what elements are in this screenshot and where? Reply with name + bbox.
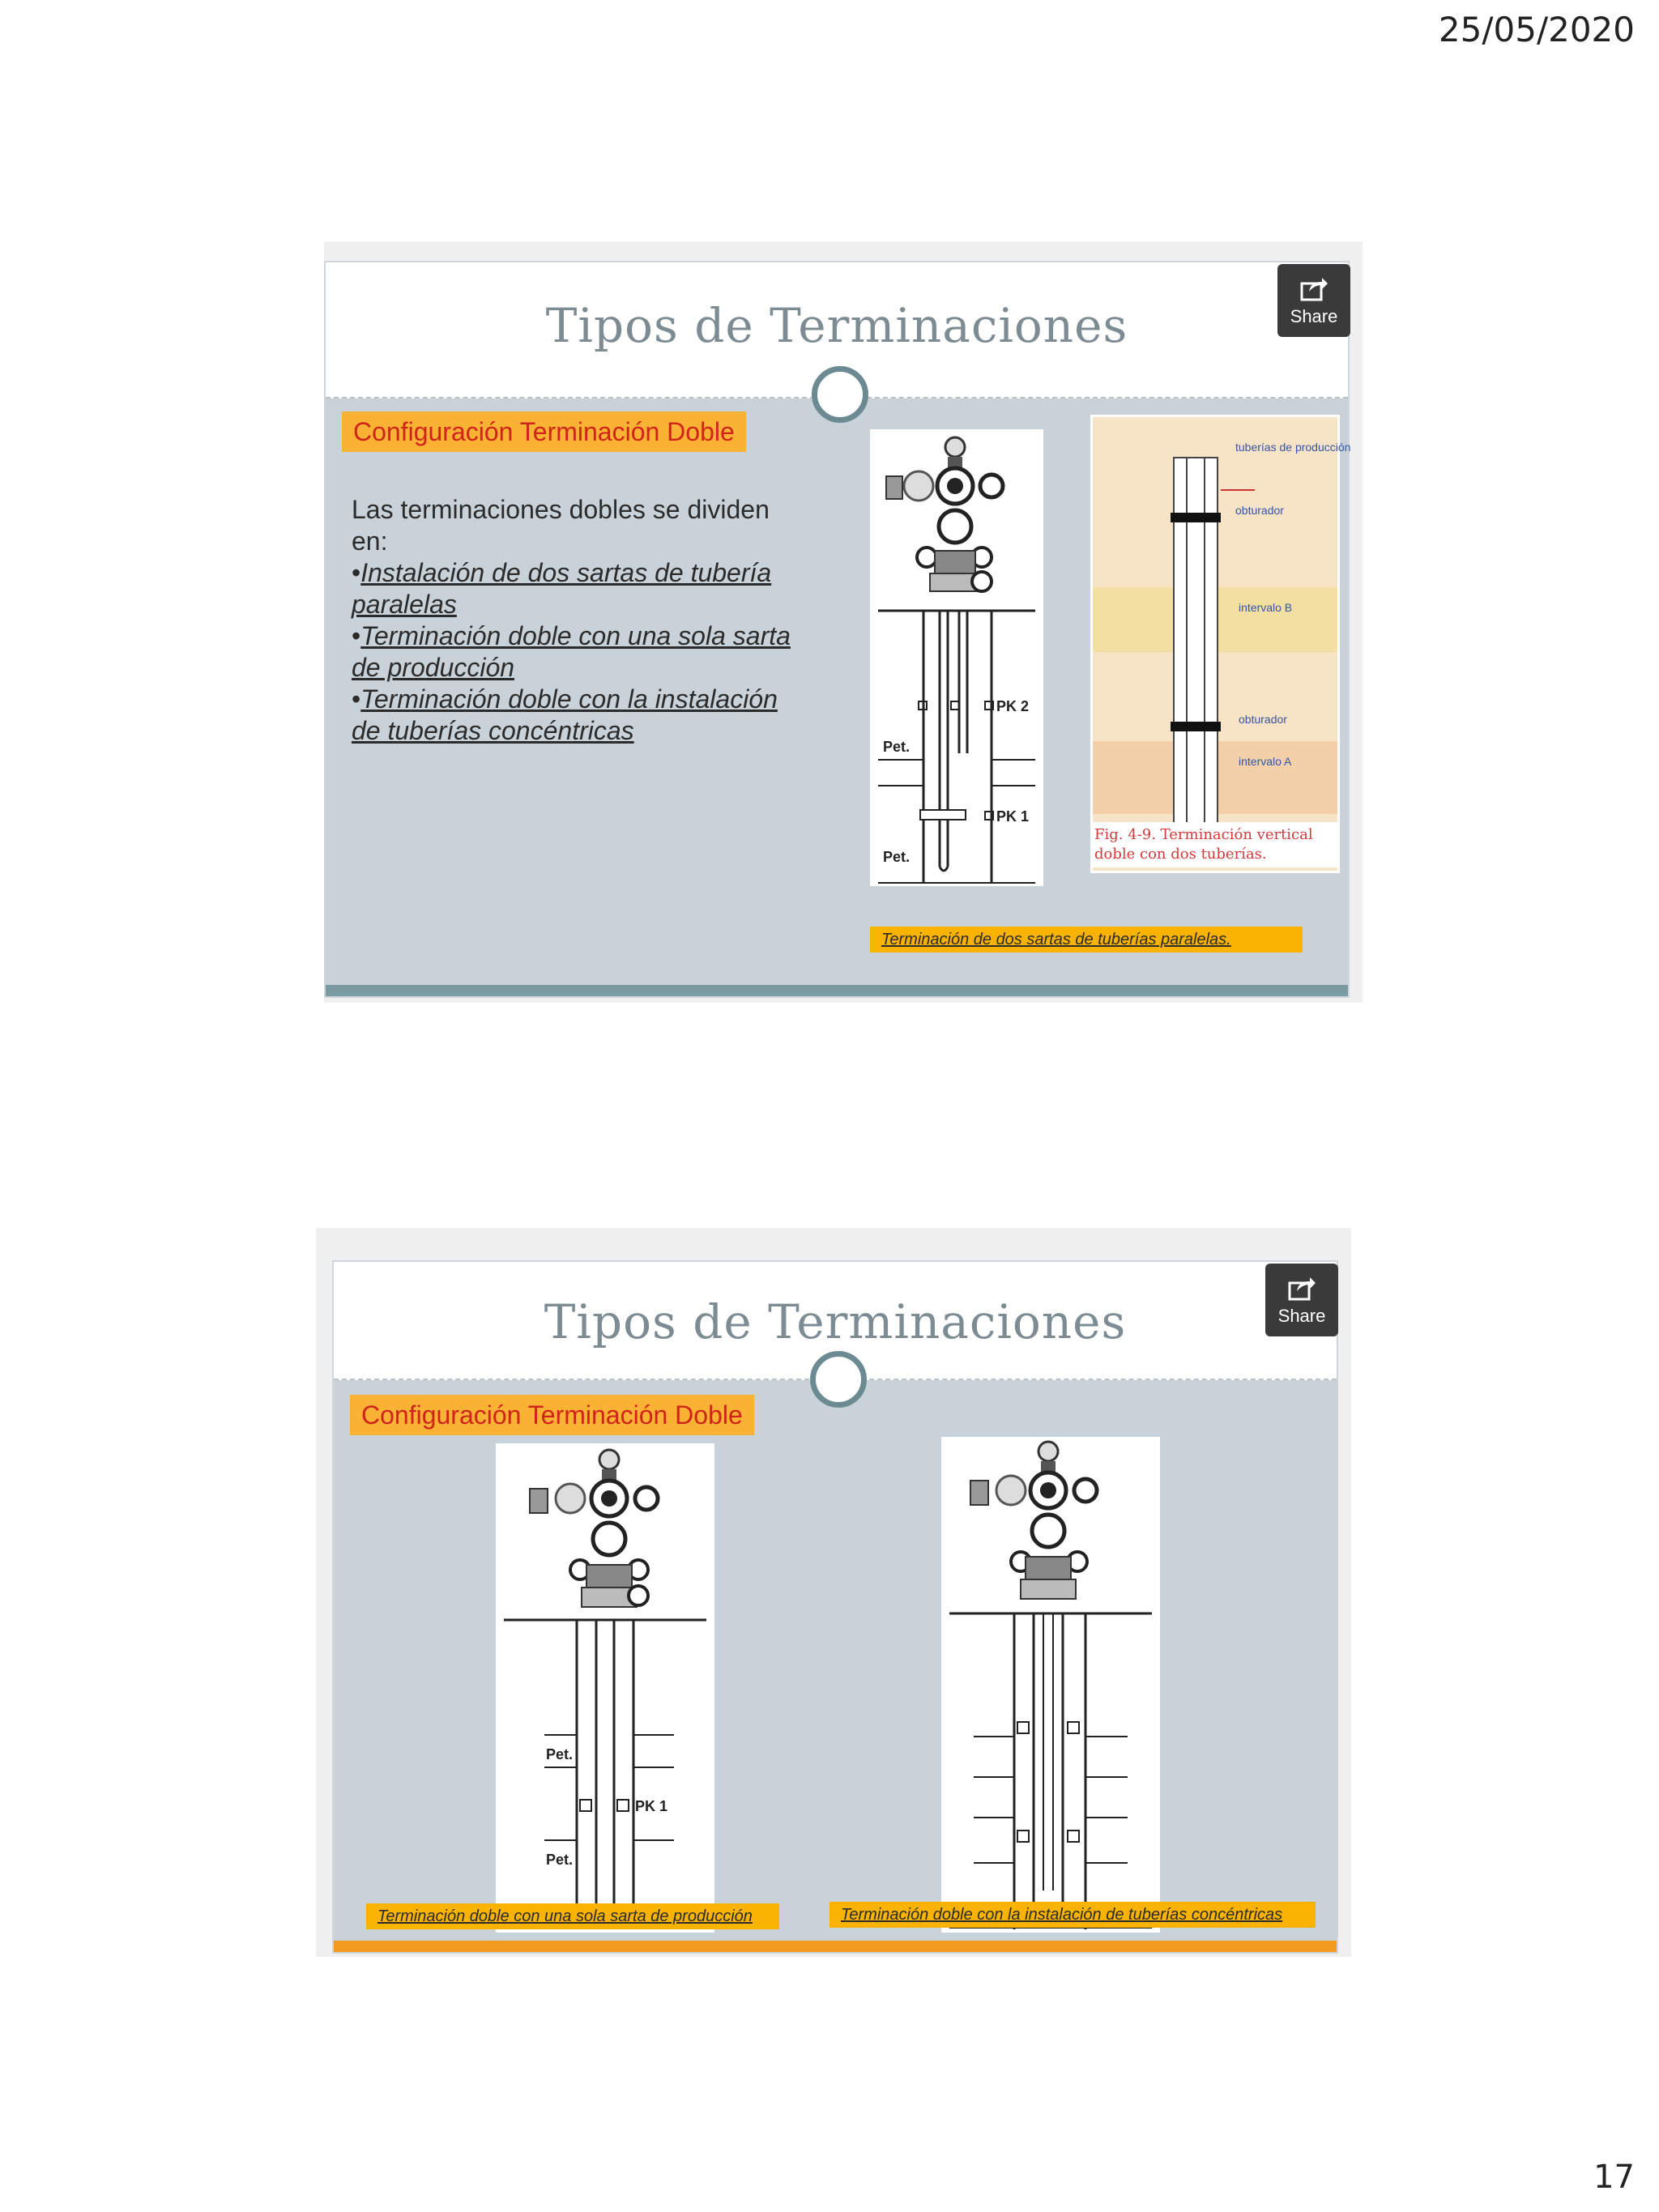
share-label: Share: [1290, 306, 1338, 326]
dual-string-wellhead-diagram: [870, 429, 1043, 886]
interval-a-label: intervalo A: [1239, 755, 1292, 768]
slide-2: [332, 1260, 1338, 1954]
tubing-label: tuberías de producción: [1235, 441, 1351, 454]
concentric-tubing-svg: [941, 1437, 1160, 1933]
slide-2-caption-right: Terminación doble con la instalación de tuberías concéntricas: [830, 1902, 1316, 1928]
figure-caption: Fig. 4-9. Terminación vertical doble con dos tuberías.: [1093, 822, 1337, 867]
bullet-2: •Terminación doble con una sola sarta de producción: [352, 621, 791, 682]
cross-section-figure: [1090, 415, 1351, 873]
interval-b-label: intervalo B: [1239, 601, 1293, 614]
bullet-1: •Instalación de dos sartas de tubería paralelas: [352, 558, 772, 619]
page-number: 17: [1593, 2159, 1635, 2196]
bullet-1-text: Instalación de dos sartas de tubería paralelas: [352, 558, 772, 619]
pet-label-upper: Pet.: [883, 739, 911, 755]
slide-1-bottom-bar: [326, 985, 1348, 996]
packer-label-lower: obturador: [1239, 713, 1287, 726]
bullet-3-text: Terminación doble con la instalación de tuberías concéntricas: [352, 684, 778, 745]
slide-1-body: [352, 494, 805, 747]
slide-1-frame: [324, 241, 1363, 1003]
slide-1-title: Tipos de Terminaciones: [545, 298, 1128, 353]
slide-2-title: Tipos de Terminaciones: [544, 1294, 1127, 1349]
single-string-svg: [496, 1443, 714, 1933]
bullet-3: •Terminación doble con la instalación de tuberías concéntricas: [352, 684, 778, 745]
pet-label-upper: Pet.: [546, 1746, 574, 1762]
page-date: 25/05/2020: [1438, 10, 1635, 49]
share-icon: [1287, 1273, 1316, 1302]
section-label: Configuración Terminación Doble: [342, 411, 746, 452]
pk1-label: PK 1: [635, 1798, 668, 1814]
pk1-label: PK 1: [996, 808, 1030, 825]
concentric-tubing-wellhead-diagram: [941, 1437, 1160, 1933]
cross-section-svg: [1093, 417, 1351, 871]
slide-2-bottom-bar: [334, 1941, 1337, 1952]
intro-text: Las terminaciones dobles se dividen en:: [352, 495, 770, 556]
slide-1: [324, 261, 1350, 998]
bullet-2-text: Terminación doble con una sola sarta de producción: [352, 621, 791, 682]
slide-1-circle-ornament: [812, 366, 868, 423]
slide-2-circle-ornament: [810, 1351, 867, 1408]
slide-2-frame: [316, 1228, 1351, 1957]
wellhead-diagram-svg: [870, 429, 1043, 886]
section-label: Configuración Terminación Doble: [350, 1395, 754, 1435]
slide-2-share-button[interactable]: [1265, 1264, 1338, 1336]
share-label: Share: [1277, 1306, 1326, 1326]
packer-label-upper: obturador: [1235, 504, 1284, 517]
slide-1-share-button[interactable]: [1277, 264, 1350, 337]
slide-1-caption: Terminación de dos sartas de tuberías paralelas.: [870, 927, 1303, 953]
slide-2-caption-left: Terminación doble con una sola sarta de producción: [366, 1903, 779, 1929]
pk2-label: PK 2: [996, 698, 1030, 714]
pet-label-lower: Pet.: [546, 1852, 574, 1868]
pet-label-lower: Pet.: [883, 849, 911, 865]
share-icon: [1299, 274, 1328, 303]
single-string-wellhead-diagram: [496, 1443, 714, 1933]
